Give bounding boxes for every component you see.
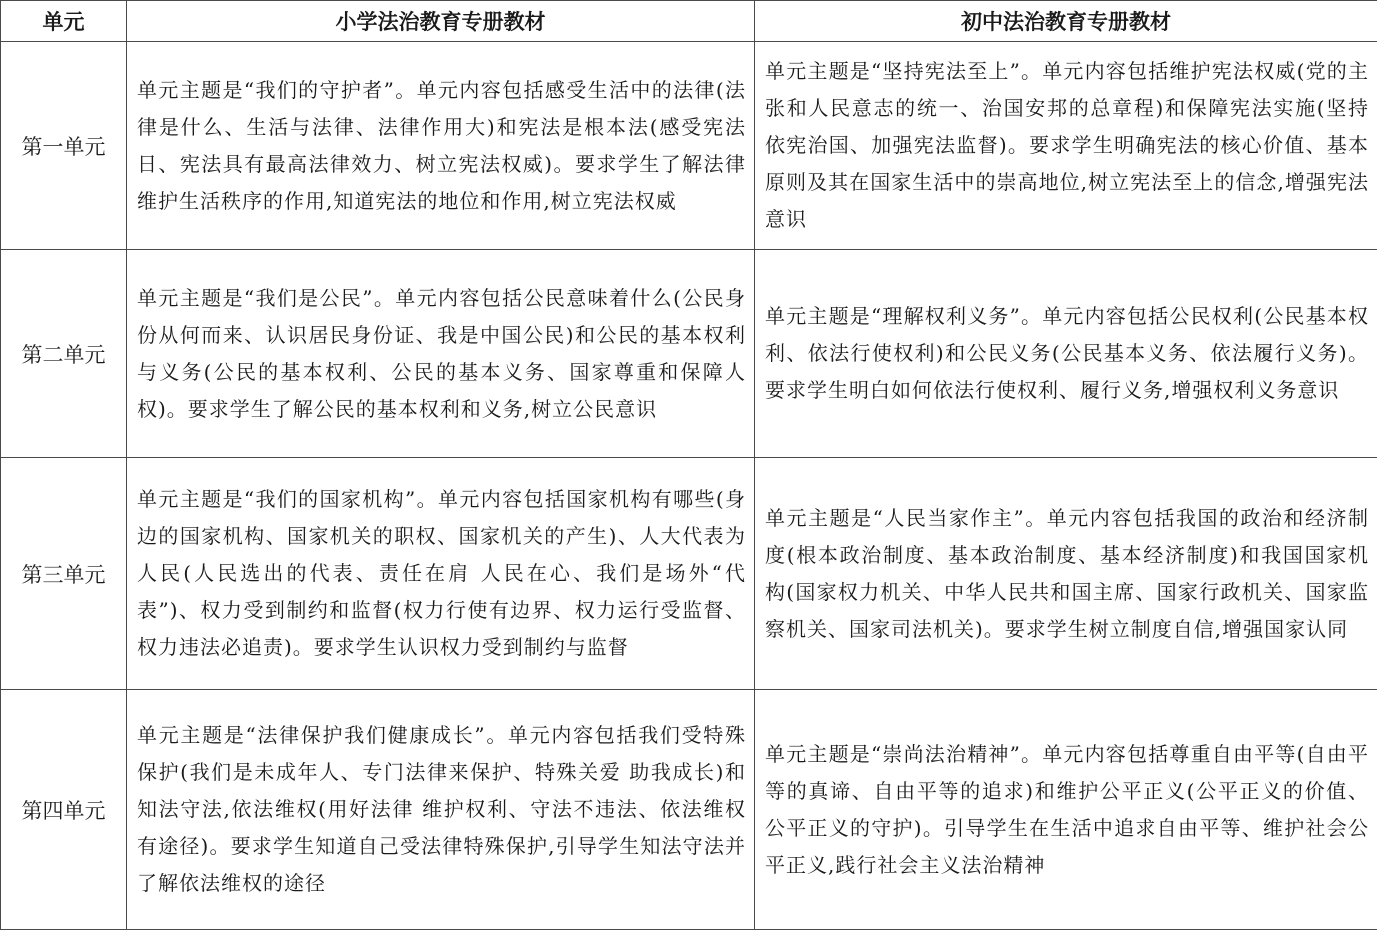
table-header-row bbox=[1, 1, 1377, 42]
table-row bbox=[1, 42, 1377, 250]
table-row bbox=[1, 250, 1377, 458]
primary-content: 单元主题是“法律保护我们健康成长”。单元内容包括我们受特殊保护(我们是未成年人、专门法律来保护、特殊关爱 助我成长)和知法守法,依法维权(用好法律 维护权利、守法不违法、依法维权有途径)。要求学生知道自己受法律特殊保护,引导学生知法守法并了解依法维权的途径 bbox=[127, 690, 755, 930]
header-unit: 单元 bbox=[1, 1, 127, 42]
junior-content: 单元主题是“坚持宪法至上”。单元内容包括维护宪法权威(党的主张和人民意志的统一、治国安邦的总章程)和保障宪法实施(坚持依宪治国、加强宪法监督)。要求学生明确宪法的核心价值、基本原则及其在国家生活中的崇高地位,树立宪法至上的信念,增强宪法意识 bbox=[755, 42, 1377, 250]
primary-content: 单元主题是“我们是公民”。单元内容包括公民意味着什么(公民身份从何而来、认识居民身份证、我是中国公民)和公民的基本权利与义务(公民的基本权利、公民的基本义务、国家尊重和保障人权)。要求学生了解公民的基本权利和义务,树立公民意识 bbox=[127, 250, 755, 458]
unit-label: 第一单元 bbox=[1, 42, 127, 250]
table-row bbox=[1, 458, 1377, 690]
header-primary-textbook: 小学法治教育专册教材 bbox=[127, 1, 755, 42]
unit-label: 第二单元 bbox=[1, 250, 127, 458]
primary-content: 单元主题是“我们的国家机构”。单元内容包括国家机构有哪些(身边的国家机构、国家机关的职权、国家机关的产生)、人大代表为人民(人民选出的代表、责任在肩 人民在心、我们是场外“代表”)、权力受到制约和监督(权力行使有边界、权力运行受监督、权力违法必追责)。要求学生认识权力受到制约与监督 bbox=[127, 458, 755, 690]
junior-content: 单元主题是“崇尚法治精神”。单元内容包括尊重自由平等(自由平等的真谛、自由平等的追求)和维护公平正义(公平正义的价值、公平正义的守护)。引导学生在生活中追求自由平等、维护社会公平正义,践行社会主义法治精神 bbox=[755, 690, 1377, 930]
unit-label: 第三单元 bbox=[1, 458, 127, 690]
unit-label: 第四单元 bbox=[1, 690, 127, 930]
junior-content: 单元主题是“人民当家作主”。单元内容包括我国的政治和经济制度(根本政治制度、基本政治制度、基本经济制度)和我国国家机构(国家权力机关、中华人民共和国主席、国家行政机关、国家监察机关、国家司法机关)。要求学生树立制度自信,增强国家认同 bbox=[755, 458, 1377, 690]
header-junior-textbook: 初中法治教育专册教材 bbox=[755, 1, 1377, 42]
primary-content: 单元主题是“我们的守护者”。单元内容包括感受生活中的法律(法律是什么、生活与法律、法律作用大)和宪法是根本法(感受宪法日、宪法具有最高法律效力、树立宪法权威)。要求学生了解法律维护生活秩序的作用,知道宪法的地位和作用,树立宪法权威 bbox=[127, 42, 755, 250]
table-row bbox=[1, 690, 1377, 930]
junior-content: 单元主题是“理解权利义务”。单元内容包括公民权利(公民基本权利、依法行使权利)和公民义务(公民基本义务、依法履行义务)。要求学生明白如何依法行使权利、履行义务,增强权利义务意识 bbox=[755, 250, 1377, 458]
